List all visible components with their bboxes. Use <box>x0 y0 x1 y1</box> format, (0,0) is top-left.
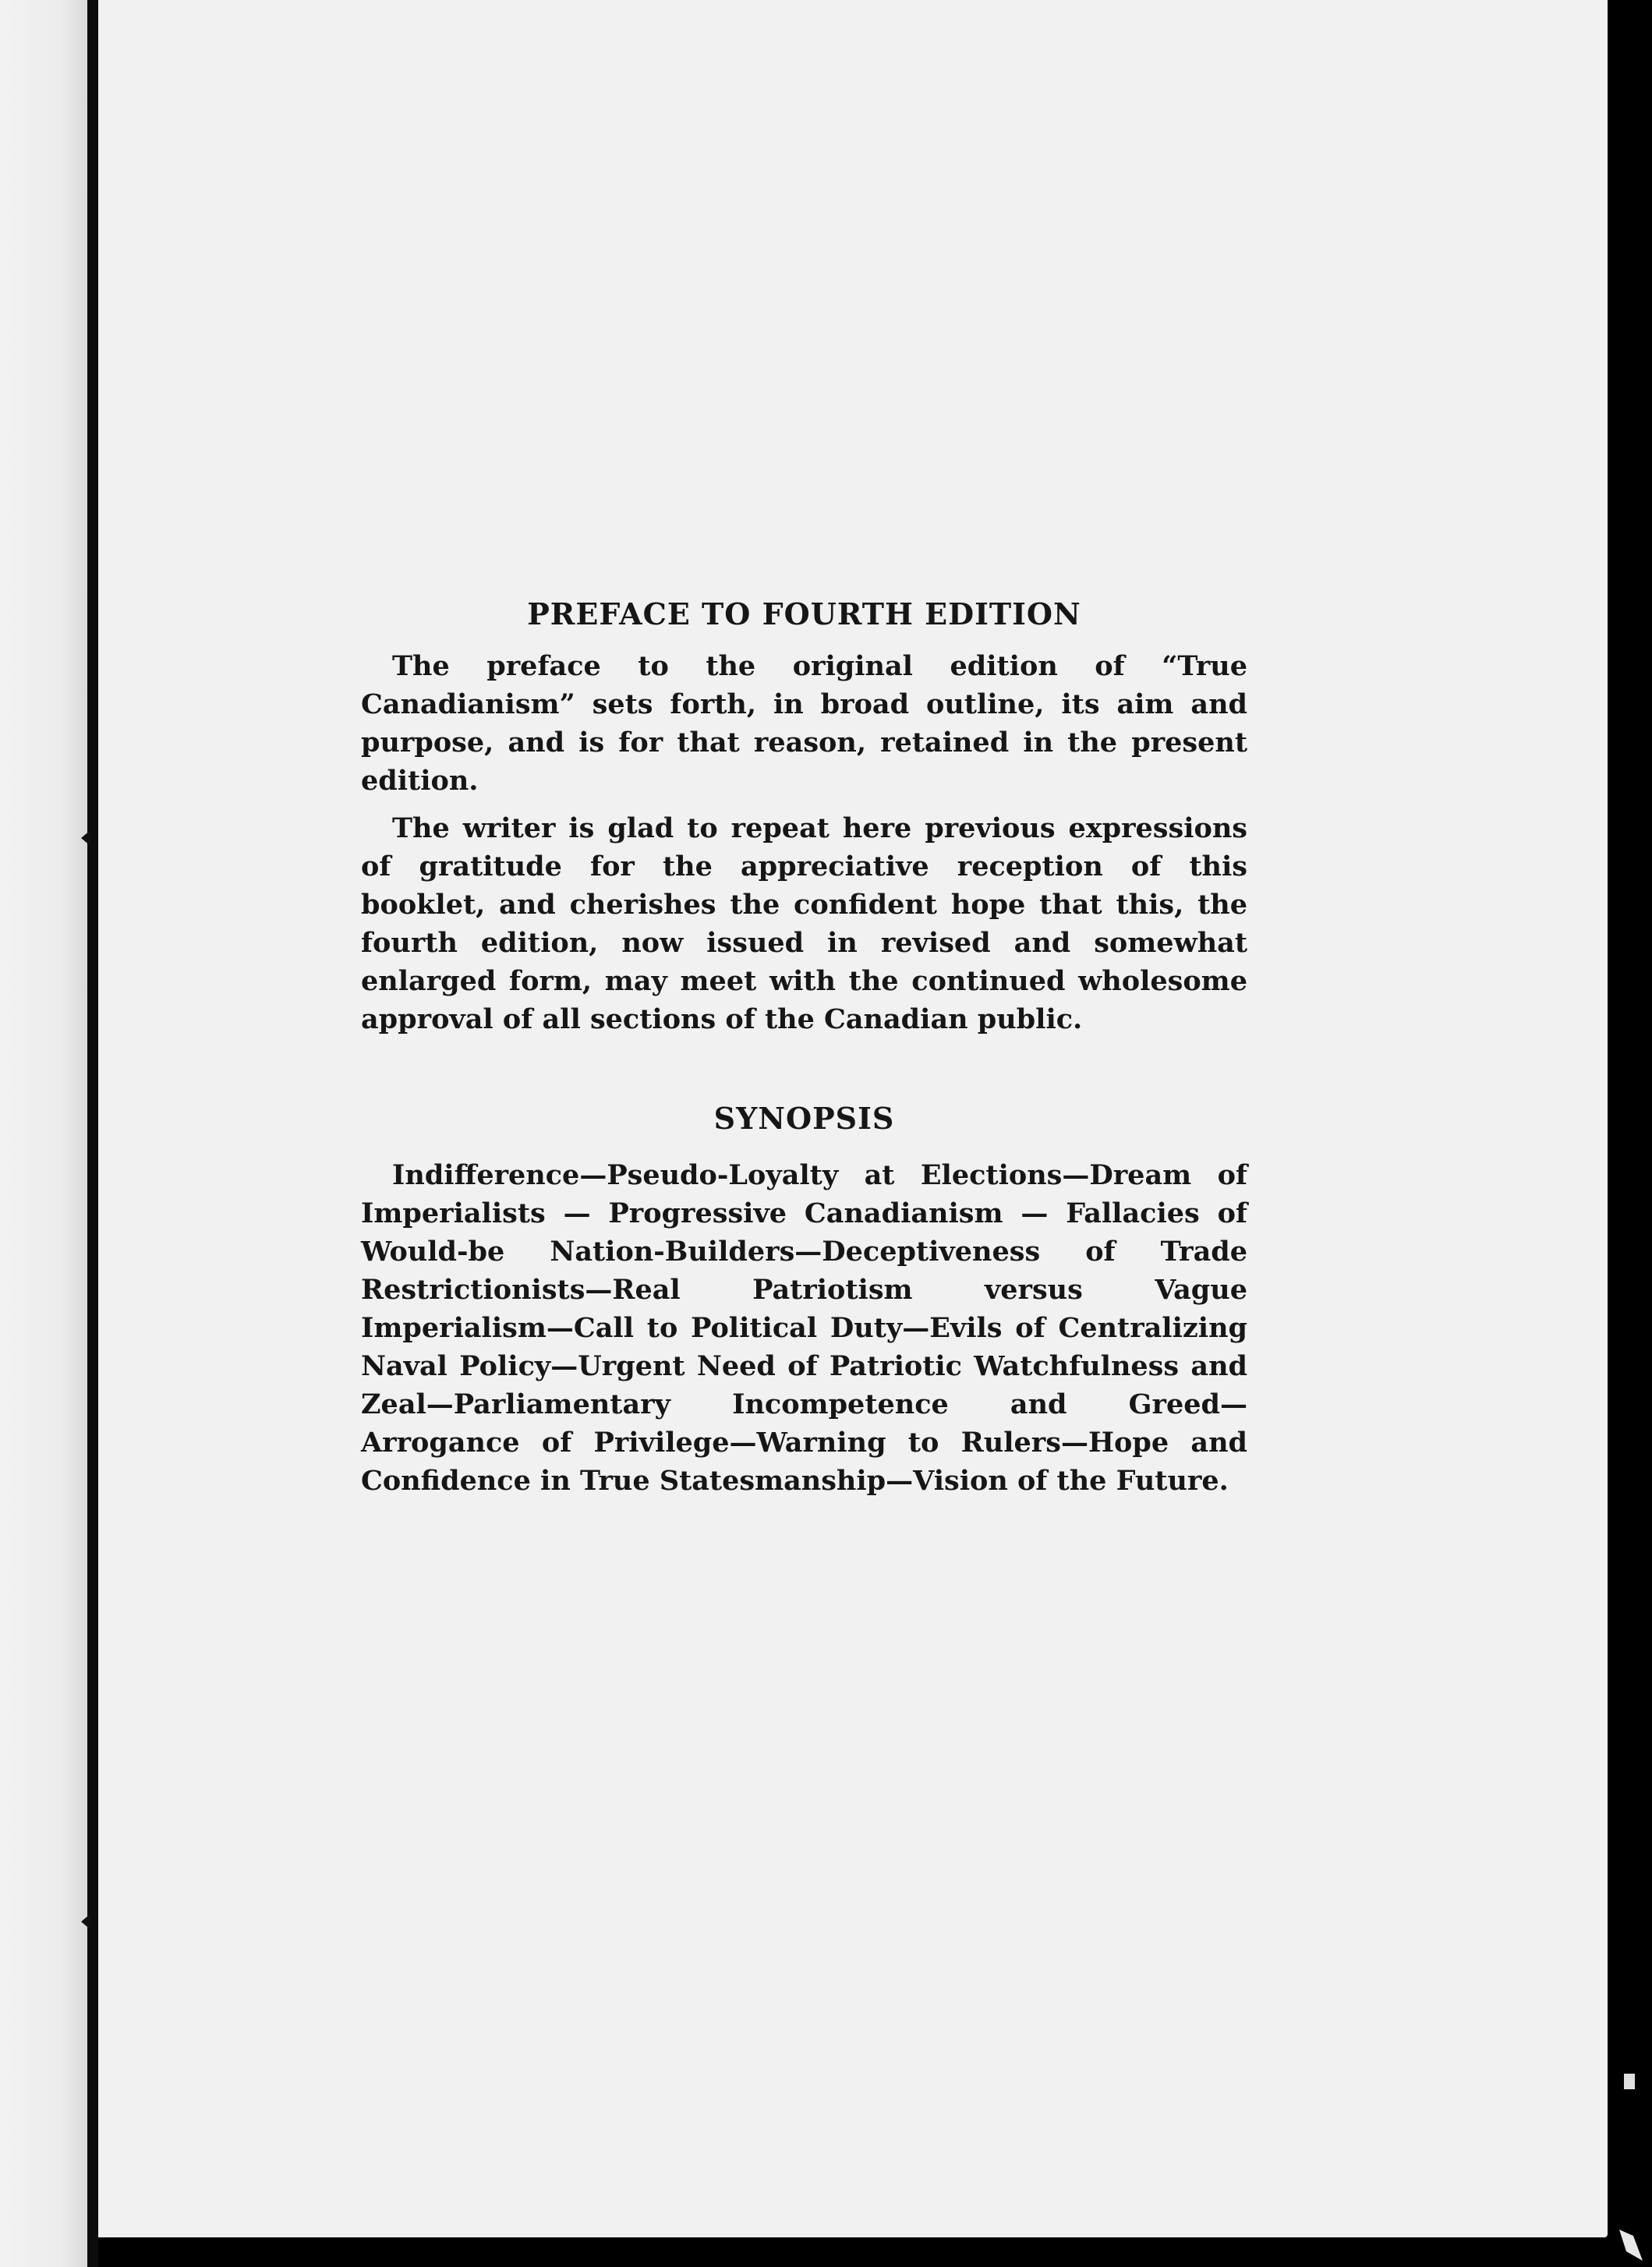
scan-background <box>1608 0 1652 2267</box>
preface-heading: PREFACE TO FOURTH EDITION <box>527 596 1081 631</box>
page-text-block <box>361 596 1247 1509</box>
preface-paragraph: The preface to the original edition of “True Canadianism” sets forth, in broad outline, its aim and purpose, and is for that reason, retained in the present edition. <box>361 650 1247 797</box>
preface-paragraph: The writer is glad to repeat here previous expressions of gratitude for the appreciative reception of this booklet, and cherishes the confident hope that this, the fourth edition, now issued in revised and somewhat enlarged form, may meet with the continued wholesome approval of all sections of the Canadian public. <box>361 812 1247 1035</box>
facing-page-edge <box>0 0 87 2267</box>
synopsis-text: Indifference—Pseudo-Loyalty at Elections—Dream of Imperialists — Progressive Canadianism — Fallacies of Would-be Nation-Builders—Deceptiveness of Trade Restrictionists—Real Patriotism versus Vague Imperialism—Call to Political Duty—Evils of Centralizing Naval Policy—Urgent Need of Patriotic Watchfulness and Zeal—Parliamentary Incompetence and Greed—Arrogance of Privilege—Warning to Rulers—Hope and Confidence in True Statesmanship—Vision of the Future. <box>361 1159 1247 1497</box>
edge-artifact <box>1624 2074 1635 2089</box>
synopsis-heading: SYNOPSIS <box>713 1101 895 1136</box>
